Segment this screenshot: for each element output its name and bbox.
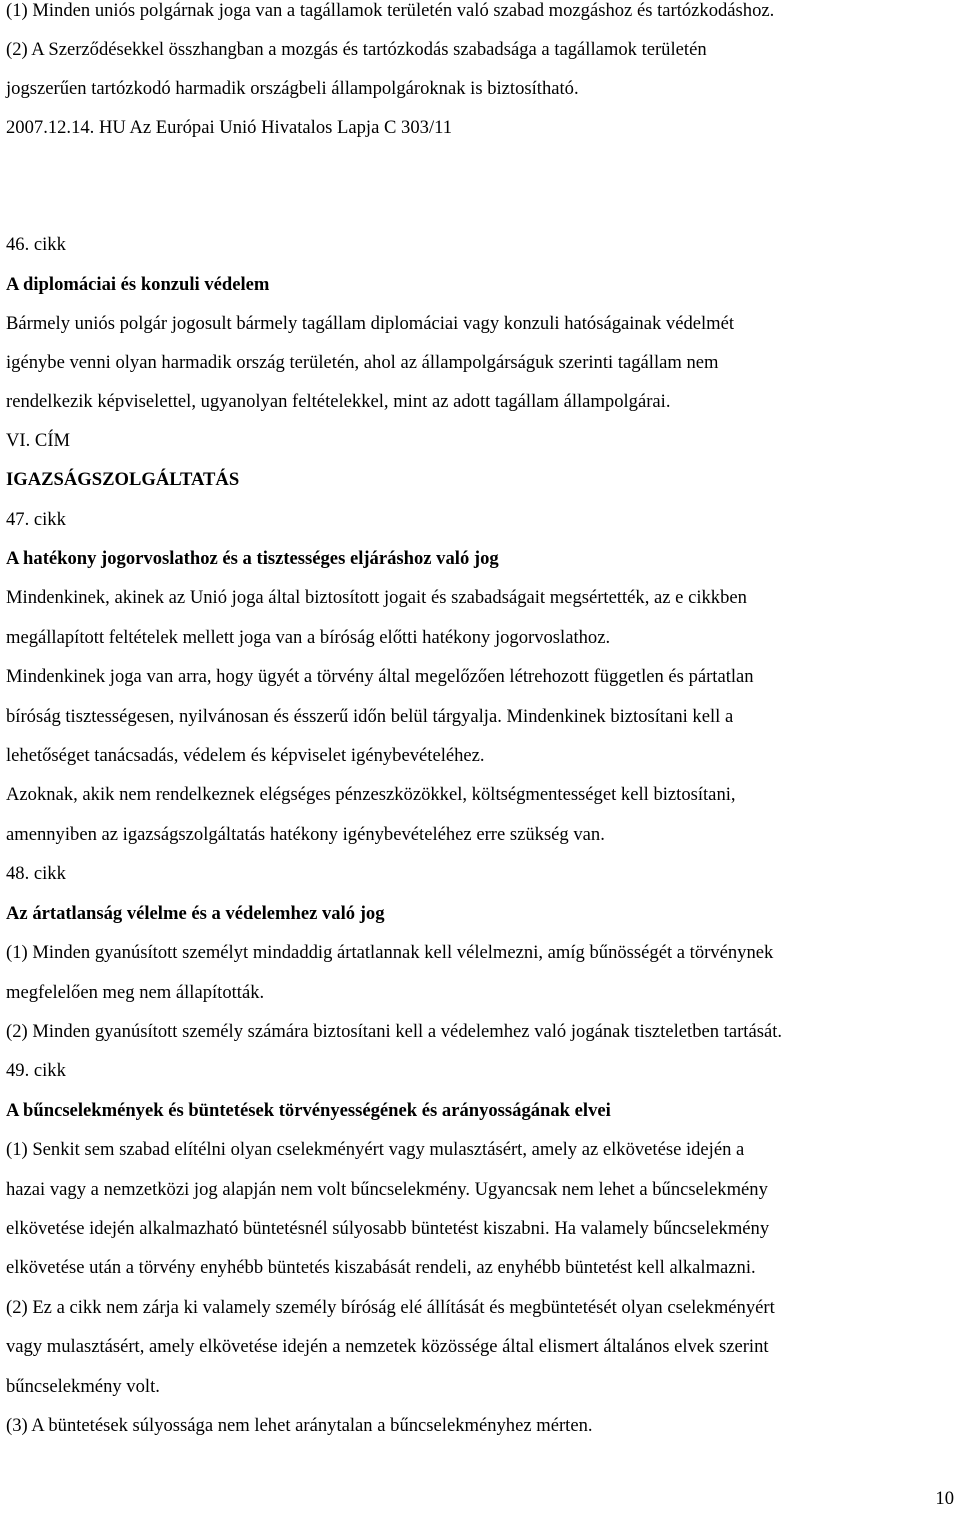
paragraph-line: (1) Minden gyanúsított személyt mindaddig ártatlannak kell vélelmezni, amíg bűnösségét a törvénynek: [6, 942, 774, 963]
paragraph-line: elkövetése után a törvény enyhébb büntetés kiszabását rendeli, az enyhébb büntetést kell alkalmazni.: [6, 1257, 756, 1278]
chapter-title: IGAZSÁGSZOLGÁLTATÁS: [6, 469, 240, 490]
paragraph-line: elkövetése idején alkalmazható büntetésnél súlyosabb büntetést kiszabni. Ha valamely bűncselekmény: [6, 1218, 770, 1239]
paragraph-line: megfelelően meg nem állapították.: [6, 982, 265, 1003]
article-title: A bűncselekmények és büntetések törvényességének és arányosságának elvei: [6, 1100, 611, 1121]
article-number: 48. cikk: [6, 863, 66, 884]
paragraph-line: lehetőséget tanácsadás, védelem és képviselet igénybevételéhez.: [6, 745, 485, 766]
paragraph-line: vagy mulasztásért, amely elkövetése idején a nemzetek közössége által elismert általános elvek szerint: [6, 1336, 769, 1357]
article-title: A hatékony jogorvoslathoz és a tisztességes eljáráshoz való jog: [6, 548, 499, 569]
paragraph-line: bíróság tisztességesen, nyilvánosan és ésszerű időn belül tárgyalja. Mindenkinek biztosítani kell a: [6, 706, 734, 727]
paragraph-line: Bármely uniós polgár jogosult bármely tagállam diplomáciai vagy konzuli hatóságainak védelmét: [6, 313, 735, 334]
journal-reference-line: 2007.12.14. HU Az Európai Unió Hivatalos Lapja C 303/11: [6, 117, 453, 138]
paragraph-line: (2) Minden gyanúsított személy számára biztosítani kell a védelemhez való jogának tiszteletben tartását.: [6, 1021, 783, 1042]
paragraph-line: igénybe venni olyan harmadik ország területén, ahol az állampolgárságuk szerinti tagállam nem: [6, 352, 719, 373]
paragraph-line: Mindenkinek, akinek az Unió joga által biztosított jogait és szabadságait megsértették, az e cikkben: [6, 587, 747, 608]
paragraph-line: Azoknak, akik nem rendelkeznek elégséges pénzeszközökkel, költségmentességet kell biztosítani,: [6, 784, 736, 805]
article-title: A diplomáciai és konzuli védelem: [6, 274, 270, 295]
paragraph-line: (3) A büntetések súlyossága nem lehet aránytalan a bűncselekményhez mérten.: [6, 1415, 593, 1436]
paragraph-line: (1) Minden uniós polgárnak joga van a tagállamok területén való szabad mozgáshoz és tartózkodáshoz.: [6, 0, 775, 21]
paragraph-line: bűncselekmény volt.: [6, 1376, 160, 1397]
paragraph-line: jogszerűen tartózkodó harmadik országbeli állampolgároknak is biztosítható.: [6, 78, 579, 99]
chapter-number: VI. CÍM: [6, 430, 71, 451]
paragraph-line: hazai vagy a nemzetközi jog alapján nem volt bűncselekmény. Ugyancsak nem lehet a bűncselekmény: [6, 1179, 768, 1200]
paragraph-line: megállapított feltételek mellett joga van a bíróság előtti hatékony jogorvoslathoz.: [6, 627, 611, 648]
page-number: 10: [935, 1488, 954, 1509]
article-title: Az ártatlanság vélelme és a védelemhez való jog: [6, 903, 385, 924]
article-number: 47. cikk: [6, 509, 66, 530]
paragraph-line: (2) Ez a cikk nem zárja ki valamely személy bíróság elé állítását és megbüntetését olyan cselekményért: [6, 1297, 775, 1318]
paragraph-line: (2) A Szerződésekkel összhangban a mozgás és tartózkodás szabadsága a tagállamok területén: [6, 39, 707, 60]
paragraph-line: Mindenkinek joga van arra, hogy ügyét a törvény által megelőzően létrehozott független és pártatlan: [6, 666, 754, 687]
article-number: 49. cikk: [6, 1060, 66, 1081]
paragraph-line: amennyiben az igazságszolgáltatás hatékony igénybevételéhez erre szükség van.: [6, 824, 605, 845]
paragraph-line: (1) Senkit sem szabad elítélni olyan cselekményért vagy mulasztásért, amely az elkövetése idején a: [6, 1139, 745, 1160]
article-number: 46. cikk: [6, 234, 66, 255]
paragraph-line: rendelkezik képviselettel, ugyanolyan feltételekkel, mint az adott tagállam állampolgárai.: [6, 391, 671, 412]
